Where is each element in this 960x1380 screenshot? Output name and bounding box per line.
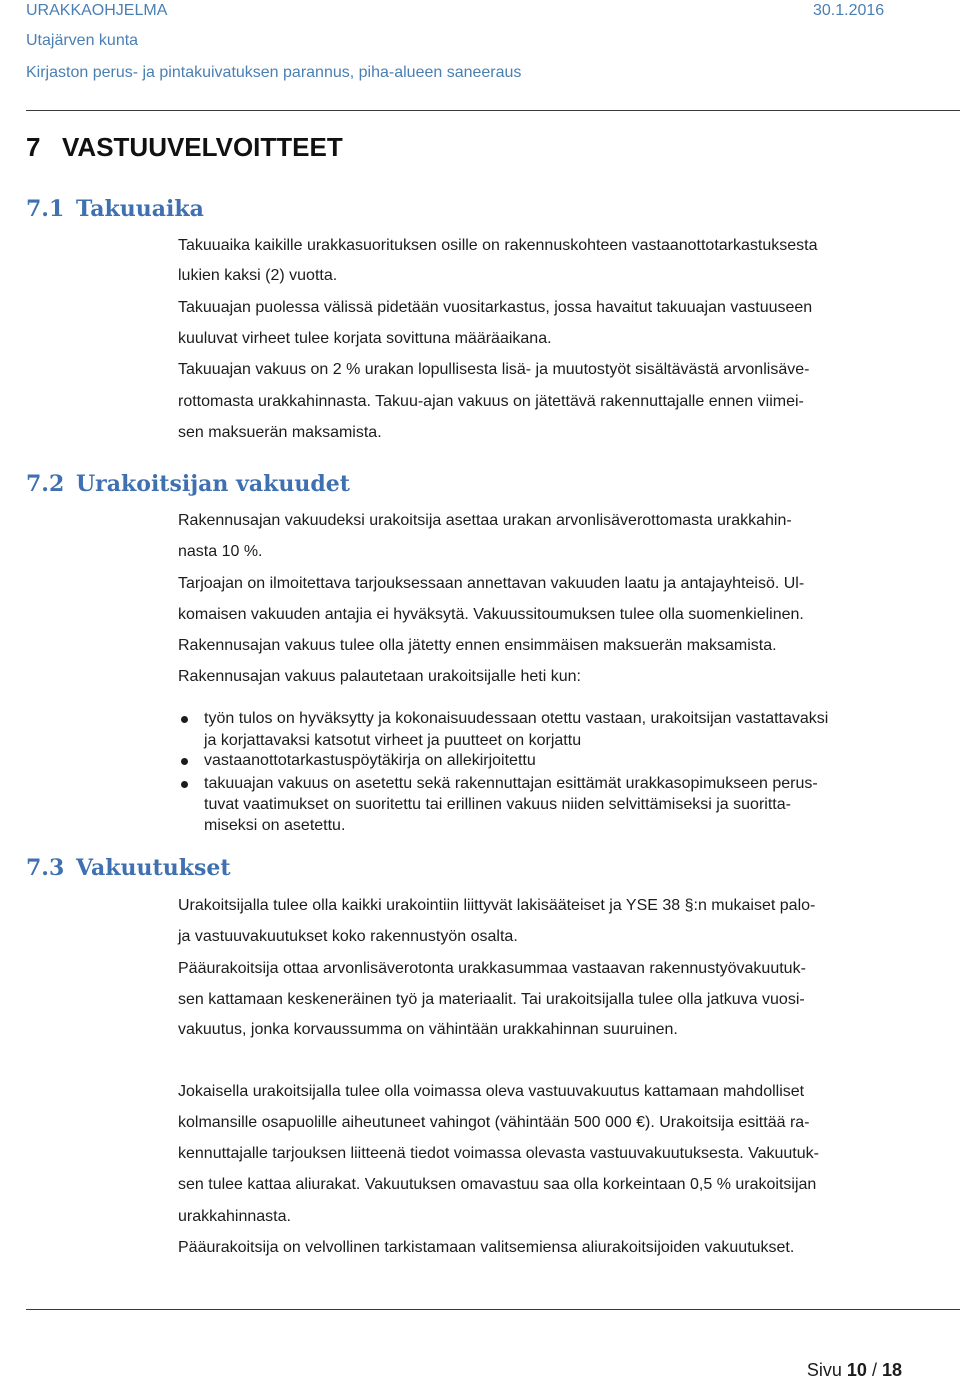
paragraph-line: Rakennusajan vakuus tulee olla jätetty ennen ensimmäisen maksuerän maksamista. (178, 637, 777, 654)
header-date: 30.1.2016 (813, 2, 885, 19)
bullet-item-line: miseksi on asetettu. (204, 817, 346, 834)
paragraph-line: sen tulee kattaa aliurakat. Vakuutuksen omavastuu saa olla korkeintaan 0,5 % urakoitsijan (178, 1176, 817, 1193)
chapter-number: 7 (26, 132, 41, 162)
bullet-icon (181, 758, 188, 765)
paragraph-line: Rakennusajan vakuudeksi urakoitsija asettaa urakan arvonlisäverottomasta urakkahin- (178, 512, 792, 529)
header-project: Kirjaston perus- ja pintakuivatuksen parannus, piha-alueen saneeraus (26, 64, 522, 81)
paragraph-line: rottomasta urakkahinnasta. Takuu-ajan vakuus on jätettävä rakennuttajalle ennen viimei- (178, 393, 804, 410)
page-number (807, 1360, 902, 1380)
paragraph-line: Takuuajan vakuus on 2 % urakan lopullisesta lisä- ja muutostyöt sisältävästä arvonlisäve- (178, 361, 810, 378)
section-heading-vakuutukset (26, 855, 230, 881)
footer-divider (26, 1309, 960, 1310)
section-title: Urakoitsijan vakuudet (76, 471, 350, 497)
total-pages: 18 (881, 1360, 902, 1380)
paragraph-line: komaisen vakuuden antajia ei hyväksytä. Vakuussitoumuksen tulee olla suomenkielinen. (178, 606, 804, 623)
paragraph-line: Takuuajan puolessa välissä pidetään vuositarkastus, jossa havaitut takuuajan vastuuseen (178, 299, 813, 316)
bullet-item-line: ja korjattavaksi katsotut virheet ja puutteet on korjattu (204, 732, 582, 749)
chapter-heading (26, 132, 343, 162)
bullet-item-line: takuuajan vakuus on asetettu sekä rakennuttajan esittämät urakkasopimukseen perus- (204, 775, 818, 792)
section-heading-takuuaika (26, 196, 204, 222)
paragraph-line: kennuttajalle tarjouksen liitteenä tiedot voimassa olevasta vastuuvakuutuksesta. Vakuutuk- (178, 1145, 819, 1162)
header-program: URAKKAOHJELMA (26, 2, 168, 19)
paragraph-line: Takuuaika kaikille urakkasuorituksen osille on rakennuskohteen vastaanottotarkastuksesta (178, 237, 818, 254)
section-number: 7.3 (26, 855, 65, 881)
paragraph-line: nasta 10 %. (178, 543, 263, 560)
paragraph-line: kuuluvat virheet tulee korjata sovittuna määräaikana. (178, 330, 552, 347)
chapter-title: VASTUUVELVOITTEET (62, 132, 343, 162)
paragraph-line: urakkahinnasta. (178, 1208, 291, 1225)
bullet-icon (181, 716, 188, 723)
paragraph-line: kolmansille osapuolille aiheutuneet vahingot (vähintään 500 000 €). Urakoitsija esittää ra- (178, 1114, 810, 1131)
bullet-item-line: vastaanottotarkastuspöytäkirja on allekirjoitettu (204, 752, 536, 769)
paragraph-line: Pääurakoitsija on velvollinen tarkistamaan valitsemiensa aliurakoitsijoiden vakuutukset. (178, 1239, 795, 1256)
paragraph-line: Urakoitsijalla tulee olla kaikki urakointiin liittyvät lakisääteiset ja YSE 38 §:n mukaiset palo- (178, 897, 816, 914)
section-number: 7.1 (26, 196, 65, 222)
paragraph-line: Pääurakoitsija ottaa arvonlisäverotonta urakkasummaa vastaavan rakennustyövakuutuk- (178, 960, 806, 977)
paragraph-line: ja vastuuvakuutukset koko rakennustyön osalta. (178, 928, 518, 945)
paragraph-line: sen maksuerän maksamista. (178, 424, 382, 441)
paragraph-line: Tarjoajan on ilmoitettava tarjouksessaan annettavan vakuuden laatu ja antajayhteisö. Ul- (178, 575, 805, 592)
paragraph-line: vakuutus, jonka korvaussumma on vähintään urakkahinnan suuruinen. (178, 1021, 678, 1038)
page-separator: / (871, 1360, 877, 1380)
header-divider (26, 110, 960, 111)
section-title: Vakuutukset (76, 855, 231, 881)
paragraph-line: lukien kaksi (2) vuotta. (178, 267, 338, 284)
paragraph-line: sen kattamaan keskeneräinen työ ja materiaalit. Tai urakoitsijalla tulee olla jatkuva vuosi- (178, 991, 805, 1008)
section-heading-urakoitsijan-vakuudet (26, 471, 350, 497)
paragraph-line: Rakennusajan vakuus palautetaan urakoitsijalle heti kun: (178, 668, 581, 685)
bullet-icon (181, 781, 188, 788)
header-municipality: Utajärven kunta (26, 32, 139, 49)
bullet-item-line: tuvat vaatimukset on suoritettu tai erillinen vakuus niiden selvittämiseksi ja suoritta- (204, 796, 791, 813)
section-number: 7.2 (26, 471, 65, 497)
page-label: Sivu (806, 1360, 842, 1380)
bullet-item-line: työn tulos on hyväksytty ja kokonaisuudessaan otettu vastaan, urakoitsijan vastattavaksi (204, 710, 829, 727)
current-page: 10 (846, 1360, 867, 1380)
section-title: Takuuaika (76, 196, 204, 222)
paragraph-line: Jokaisella urakoitsijalla tulee olla voimassa oleva vastuuvakuutus kattamaan mahdolliset (178, 1083, 805, 1100)
